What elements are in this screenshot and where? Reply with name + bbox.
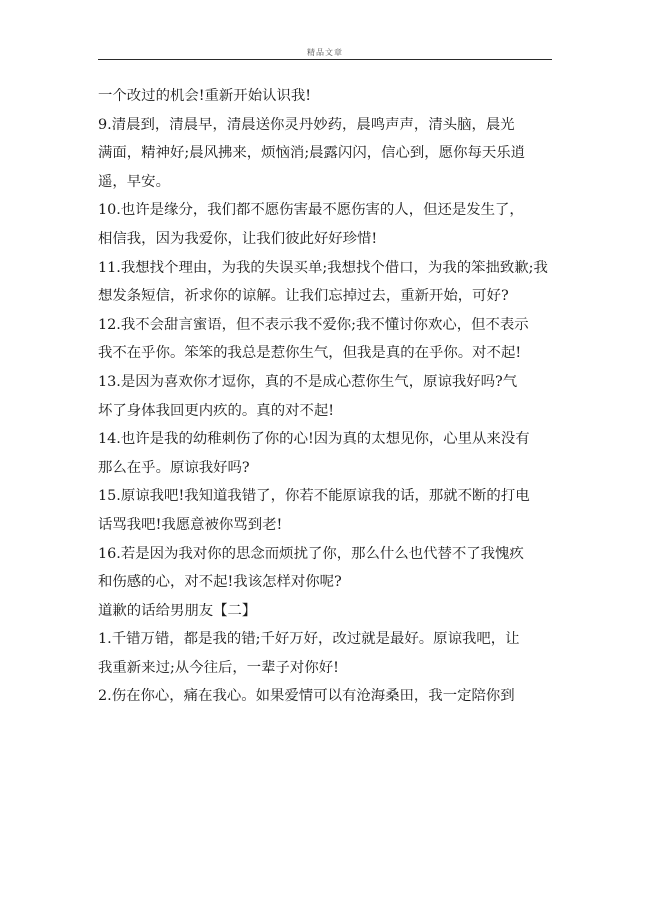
text-line: 相信我，因为我爱你，让我们彼此好好珍惜! (98, 230, 378, 247)
text-line: 满面，精神好;晨风拂来，烦恼消;晨露闪闪，信心到，愿你每天乐逍 (98, 145, 526, 162)
text-line: 10.也许是缘分，我们都不愿伤害最不愿伤害的人，但还是发生了， (98, 202, 524, 219)
text-line: 想发条短信，祈求你的谅解。让我们忘掉过去，重新开始，可好? (98, 288, 509, 305)
text-line: 1.千错万错，都是我的错;千好万好，改过就是最好。原谅我吧，让 (98, 631, 520, 648)
text-line: 话骂我吧!我愿意被你骂到老! (98, 516, 283, 533)
text-line: 遥，早安。 (98, 173, 170, 190)
text-line: 2.伤在你心，痛在我心。如果爱情可以有沧海桑田，我一定陪你到 (98, 688, 515, 705)
text-line: 11.我想找个理由，为我的失误买单;我想找个借口，为我的笨拙致歉;我 (98, 259, 548, 276)
text-line: 坏了身体我回更内疚的。真的对不起! (98, 402, 335, 419)
text-line: 那么在乎。原谅我好吗? (98, 459, 250, 476)
text-line: 16.若是因为我对你的思念而烦扰了你，那么什么也代替不了我愧疚 (98, 545, 524, 562)
text-line: 14.也许是我的幼稚刺伤了你的心!因为真的太想见你，心里从来没有 (98, 431, 530, 448)
text-line: 我不在乎你。笨笨的我总是惹你生气，但我是真的在乎你。对不起! (98, 345, 522, 362)
header-divider (98, 59, 552, 60)
text-line: 和伤感的心，对不起!我该怎样对你呢? (98, 574, 342, 591)
text-line: 15.原谅我吧!我知道我错了，你若不能原谅我的话，那就不断的打电 (98, 488, 530, 505)
article-body (98, 82, 558, 711)
text-line: 13.是因为喜欢你才逗你，真的不是成心惹你生气，原谅我好吗?气 (98, 373, 518, 390)
text-line: 9.清晨到，清晨早，清晨送你灵丹妙药，晨鸣声声，清头脑，晨光 (98, 116, 515, 133)
text-line: 12.我不会甜言蜜语，但不表示我不爱你;我不懂讨你欢心，但不表示 (98, 316, 529, 333)
text-line: 我重新来过;从今往后，一辈子对你好! (98, 659, 339, 676)
section-heading: 道歉的话给男朋友【二】 (98, 602, 257, 619)
page-header: 精品文章 (307, 48, 343, 57)
text-line: 一个改过的机会!重新开始认识我! (98, 88, 312, 104)
